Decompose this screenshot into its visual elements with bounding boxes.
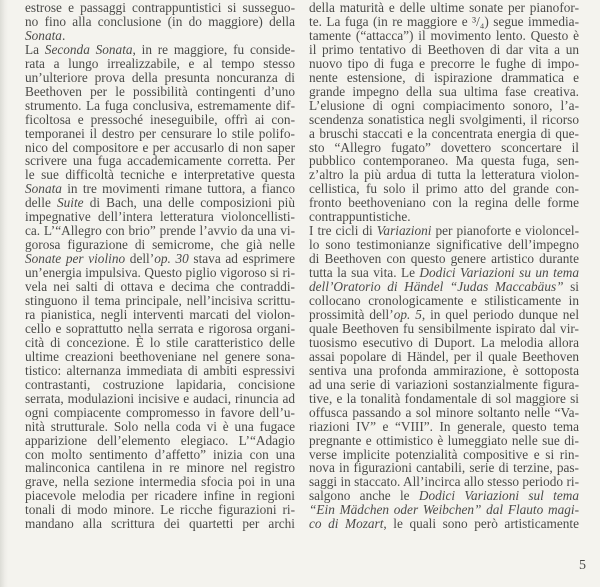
text-segment: tamente (“attacca”) il movimento lento. Questo è (309, 27, 579, 43)
text-segment: nità strutturale. Solo nella coda vi è una fugace (25, 418, 295, 434)
text-line (25, 141, 295, 155)
text-line (309, 392, 579, 406)
text-segment: nova in figurazioni cantabili, serie di terzine, pas- (309, 460, 579, 476)
text-line (309, 280, 579, 294)
text-segment: mandano alla scrittura dei quartetti per archi (25, 516, 295, 532)
text-segment: nente estensione, di ispirazione drammatica e (309, 69, 579, 85)
italic-text-segment: Dodici Variazioni su un tema (419, 265, 579, 281)
text-line (309, 210, 579, 224)
text-line (25, 113, 295, 127)
text-line (309, 489, 579, 503)
italic-text-segment: Suite (56, 195, 84, 211)
text-segment: temporanei il destro per censurare lo stile polifo- (25, 125, 295, 141)
text-segment: stinguono il tema principale, nell’incisiva scrittu- (25, 293, 295, 309)
text-line (309, 350, 579, 364)
text-line (309, 294, 579, 308)
text-segment: , in quel periodo dunque nel (421, 306, 580, 322)
text-line (25, 71, 295, 85)
text-line (309, 461, 579, 475)
text-line (25, 168, 295, 182)
italic-text-segment: op. 5 (393, 306, 422, 322)
text-line (309, 154, 579, 168)
text-segment: tistico: alternanza immediata di ambiti espressivi (25, 362, 295, 378)
text-line (25, 350, 295, 364)
text-segment: apparizione dell’elemento elegiaco. L’“Adagio (25, 432, 295, 448)
text-line (309, 364, 579, 378)
text-segment: ogni compiacente compromesso in favore dell’u- (25, 404, 295, 420)
text-segment: quale Beethoven fu sensibilmente ispirato dal vir- (309, 320, 579, 336)
text-line (25, 448, 295, 462)
text-segment: . (61, 27, 66, 43)
text-segment: un’ulteriore prova della presunta noncuranza di (25, 69, 295, 85)
italic-text-segment: Sonata (25, 27, 62, 43)
text-segment: nuovo tipo di fuga e precorre le fughe di impo- (309, 55, 579, 71)
text-line (309, 71, 579, 85)
text-line (309, 475, 579, 489)
text-segment: tive, e la tonalità fondamentale di sol maggiore si (309, 390, 579, 406)
text-segment: La (25, 41, 45, 57)
text-line (309, 448, 579, 462)
text-line (309, 196, 579, 210)
text-line (25, 196, 295, 210)
text-line (25, 517, 295, 531)
text-segment: ca. L’“Allegro con brio” prende l’avvio da una vi- (25, 223, 295, 239)
text-segment: salgono anche le (309, 488, 419, 504)
text-segment: ficoltosa e pressoché ineseguibile, offrì ai con- (25, 111, 295, 127)
text-segment: gorosa figurazione di semicrome, che già nelle (25, 237, 295, 253)
text-segment: verse implicite potenzialità compositive e si rin- (309, 446, 579, 462)
italic-text-segment: Dodici Variazioni sul tema (418, 488, 580, 504)
text-line (309, 406, 579, 420)
text-line (25, 420, 295, 434)
text-line (25, 406, 295, 420)
text-line (25, 210, 295, 224)
text-line (25, 85, 295, 99)
text-segment: fronto beethoveniano con la regina delle forme (309, 195, 579, 211)
text-line (309, 420, 579, 434)
text-segment: si (563, 279, 579, 295)
text-line (309, 43, 579, 57)
text-line (25, 280, 295, 294)
text-segment: assai popolare di Händel, per il quale Beethoven (309, 348, 579, 364)
text-segment: cellistica, fu solo il primo atto del grande con- (309, 181, 579, 197)
text-line (309, 252, 579, 266)
text-segment: , le quali sono però artisticamente (383, 516, 579, 532)
text-segment: strumento. La fuga conclusiva, estremamente dif- (25, 97, 295, 113)
text-segment: tutta la sua vita. Le (309, 265, 420, 281)
right-text-column (309, 1, 579, 531)
text-segment: contrappuntistiche. (309, 209, 411, 225)
text-line (309, 378, 579, 392)
left-text-column (25, 1, 295, 531)
text-segment: per pianoforte e violoncel- (431, 223, 579, 239)
text-segment: le sue difficoltà tecniche e interpretative questa (25, 167, 295, 183)
italic-text-segment: Seconda Sonata (44, 41, 133, 57)
text-segment: della maturità e delle ultime sonate per pianofor- (309, 0, 579, 15)
text-segment: malinconica cantilena in re minore nel registro (25, 460, 295, 476)
text-segment: , in re maggiore, fu conside- (132, 41, 296, 57)
text-segment: cità di concezione. È lo stile caratteristico delle (25, 334, 295, 350)
text-segment: te. La fuga (in re maggiore e ³/₄) segue immedia- (309, 13, 579, 29)
text-segment: grave, nella sezione intermedia sfocia poi in una (25, 474, 295, 490)
text-line (25, 182, 295, 196)
text-segment: estrose e passaggi contrappuntistici si susseguo- (25, 0, 295, 15)
text-segment: di Bach, una delle composizioni più (83, 195, 295, 211)
italic-text-segment: Sonata (25, 181, 62, 197)
text-segment: vela nei salti di ottava e decima che contraddi- (25, 279, 295, 295)
text-line (25, 1, 295, 15)
text-segment: di Beethoven con questo genere artistico durante (309, 251, 579, 267)
text-line (309, 29, 579, 43)
italic-text-segment: Sonate per violino (25, 251, 126, 267)
text-line (309, 434, 579, 448)
text-segment: cello e soprattutto nella serrata e rigorosa organi- (25, 320, 295, 336)
text-segment: prossimità dell’ (309, 306, 394, 322)
text-segment: riazioni IV” e “VIII”. In generale, questo tema (309, 418, 579, 434)
page-number: 5 (579, 558, 586, 573)
text-line (25, 322, 295, 336)
text-line (25, 489, 295, 503)
text-line (309, 85, 579, 99)
text-line (25, 392, 295, 406)
text-segment: sto “Allegro fugato” dovettero sconcertare il (309, 139, 579, 155)
text-segment: tuosismo esecutivo di Duport. La melodia allora (309, 334, 579, 350)
text-line (309, 168, 579, 182)
text-line (309, 336, 579, 350)
text-line (25, 15, 295, 29)
text-line (25, 378, 295, 392)
text-line (25, 434, 295, 448)
text-line (25, 252, 295, 266)
text-line (309, 1, 579, 15)
text-line (309, 266, 579, 280)
text-segment: I tre cicli di (309, 223, 377, 239)
text-segment: lo sono testimonianze significative dell’impegno (309, 237, 579, 253)
text-line (309, 113, 579, 127)
italic-text-segment: Variazioni (376, 223, 432, 239)
italic-text-segment: dell’Oratorio di Händel “Judas Maccabäus” (309, 279, 564, 295)
text-line (25, 266, 295, 280)
text-segment: grande impegno della sua ultima fase creativa. (309, 83, 579, 99)
text-segment: sentiva una profonda ammirazione, è sottoposta (309, 362, 579, 378)
text-line (309, 517, 579, 531)
text-segment: impegnative dell’intera letteratura violoncellisti- (25, 209, 295, 225)
text-line (25, 336, 295, 350)
text-line (25, 224, 295, 238)
page-binding-edge (0, 0, 8, 587)
text-line (25, 475, 295, 489)
text-line (309, 322, 579, 336)
text-line (309, 15, 579, 29)
text-segment: serrata, modulazioni incisive e audaci, rinuncia ad (25, 390, 295, 406)
text-line (309, 503, 579, 517)
italic-text-segment: co di Mozart (309, 516, 384, 532)
text-segment: pubblico contemporaneo. Ma questa fuga, sen- (309, 153, 579, 169)
text-line (25, 154, 295, 168)
text-line (25, 99, 295, 113)
text-line (25, 43, 295, 57)
text-segment: delle (25, 195, 57, 211)
text-line (25, 238, 295, 252)
text-segment: a bruschi staccati e la concentrata energia di que- (309, 125, 579, 141)
text-segment: ad una serie di variazioni sostanzialmente figura- (309, 376, 579, 392)
text-segment: il primo tentativo di Beethoven di dar vita a un (309, 41, 579, 57)
text-segment: piacevole melodia per ricadere infine in regioni (25, 488, 295, 504)
text-segment: in tre movimenti rimane tuttora, a fianco (61, 181, 295, 197)
text-segment: con molto sentimento d’affetto” inizia con una (25, 446, 295, 462)
text-segment: scrivere una fuga accademicamente corretta. Per (25, 153, 295, 169)
text-segment: pregnante e ottimistico è lumeggiato nelle sue di- (309, 432, 579, 448)
text-segment: scendenza sonatistica negli svolgimenti, il ricorso (309, 111, 579, 127)
italic-text-segment: “Ein Mädchen oder Weibchen” dal Flauto magi- (309, 502, 579, 518)
text-segment: ultime creazioni beethoveniane nel genere sona- (25, 348, 295, 364)
text-line (309, 224, 579, 238)
text-line (25, 127, 295, 141)
text-line (309, 238, 579, 252)
italic-text-segment: op. 30 (154, 251, 189, 267)
text-segment: rata a lungo irrealizzabile, e al tempo stesso (25, 55, 295, 71)
text-segment: z’altro la più ardua di tutta la letteratura violon- (309, 167, 579, 183)
text-segment: no fino alla conclusione (in do maggiore) della (25, 13, 295, 29)
text-line (309, 141, 579, 155)
text-segment: un’energia impulsiva. Questo piglio vigoroso si ri- (25, 265, 295, 281)
text-line (309, 127, 579, 141)
text-segment: stava ad esprimere (188, 251, 296, 267)
text-segment: offusca passando a sol minore soltanto nelle “Va- (309, 404, 579, 420)
text-line (25, 57, 295, 71)
text-segment: tonali di modo minore. Le ricche figurazioni ri- (25, 502, 295, 518)
text-segment: Beethoven per le possibilità contingenti d’uno (25, 83, 295, 99)
text-segment: contrastanti, costruzione lapidaria, concisione (25, 376, 295, 392)
text-segment: L’elusione di ogni compiacimento sonoro, l’a- (309, 97, 579, 113)
text-segment: collocano cronologicamente e stilisticamente in (309, 293, 579, 309)
text-segment: saggi in staccato. All’incirca allo stesso periodo ri- (309, 474, 579, 490)
text-line (309, 182, 579, 196)
text-segment: ra pianistica, negli interventi marcati del violon- (25, 306, 295, 322)
text-line (309, 57, 579, 71)
text-line (25, 308, 295, 322)
text-line (25, 294, 295, 308)
text-line (25, 503, 295, 517)
text-segment: dell’ (125, 251, 155, 267)
text-line (25, 29, 295, 43)
text-segment: nico del compositore e per accusarlo di non saper (25, 139, 295, 155)
text-line (309, 99, 579, 113)
text-line (309, 308, 579, 322)
text-line (25, 461, 295, 475)
text-line (25, 364, 295, 378)
